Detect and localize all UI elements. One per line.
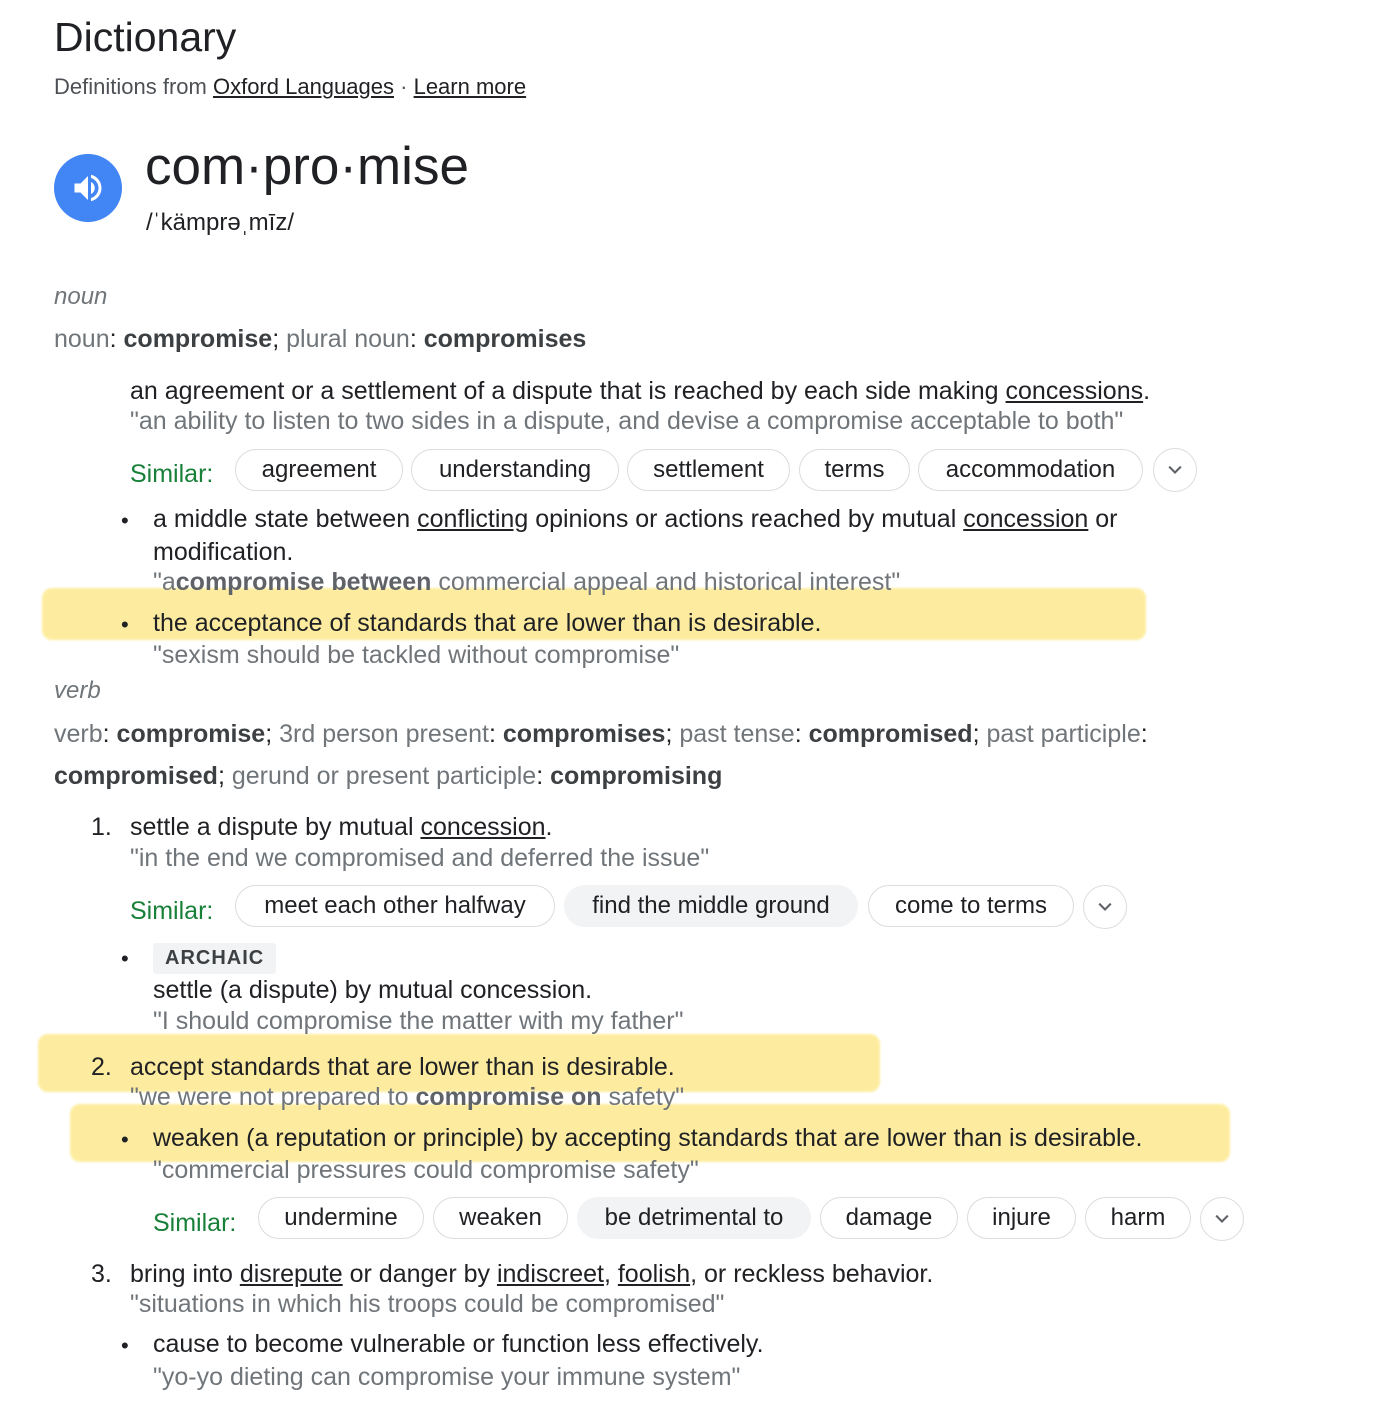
- volume-up-icon: [70, 170, 106, 206]
- similar-chip[interactable]: settlement: [627, 449, 790, 491]
- similar-chip[interactable]: come to terms: [868, 885, 1074, 927]
- panel-title: Dictionary: [54, 14, 237, 60]
- noun-subsense-2: the acceptance of standards that are lower than is desirable.: [153, 609, 822, 637]
- bullet: •: [121, 946, 129, 971]
- form-label: past tense: [679, 720, 795, 748]
- similar-chip[interactable]: harm: [1085, 1197, 1191, 1239]
- sense-number: 3.: [91, 1260, 112, 1288]
- archaic-example: "I should compromise the matter with my father": [153, 1007, 684, 1035]
- form-label: 3rd person present: [279, 720, 489, 748]
- example-text: "we were not prepared to: [130, 1083, 409, 1111]
- expand-similar-button[interactable]: [1200, 1197, 1244, 1241]
- part-of-speech-verb: verb: [54, 677, 101, 704]
- definition-text: opinions or actions reached by mutual: [535, 505, 957, 533]
- similar-chip[interactable]: understanding: [411, 449, 619, 491]
- similar-chip[interactable]: find the middle ground: [564, 885, 858, 927]
- example-emphasis: compromise on: [415, 1083, 602, 1111]
- form-label: plural noun: [286, 325, 410, 353]
- definition-end: .: [1143, 377, 1151, 405]
- form-word: compromise: [123, 325, 273, 353]
- form-label: gerund or present participle: [231, 762, 537, 790]
- sense-number: 1.: [91, 813, 112, 841]
- noun-example-1: "an ability to listen to two sides in a dispute, and devise a compromise acceptable to both": [130, 407, 1124, 435]
- definition-text: , or reckless behavior.: [690, 1260, 934, 1288]
- definition-end: .: [545, 813, 553, 841]
- archaic-definition: settle (a dispute) by mutual concession.: [153, 976, 593, 1004]
- similar-chip[interactable]: weaken: [433, 1197, 568, 1239]
- similar-chip[interactable]: meet each other halfway: [235, 885, 555, 927]
- sense-number: 2.: [91, 1053, 112, 1081]
- similar-chip[interactable]: undermine: [258, 1197, 424, 1239]
- verb-subsense-3: cause to become vulnerable or function less effectively.: [153, 1330, 764, 1358]
- concession-link[interactable]: concession: [963, 505, 1089, 533]
- verb-example-3: "situations in which his troops could be compromised": [130, 1290, 725, 1318]
- definition-text: an agreement or a settlement of a dispute that is reached by each side making: [130, 377, 999, 405]
- verb-subsense-2: weaken (a reputation or principle) by accepting standards that are lower than is desirable.: [153, 1124, 1143, 1152]
- form-word: compromised: [54, 762, 218, 790]
- conflicting-link[interactable]: conflicting: [417, 505, 529, 533]
- learn-more-link[interactable]: Learn more: [413, 74, 527, 99]
- similar-label: Similar:: [130, 460, 214, 488]
- form-label: verb: [54, 720, 103, 748]
- expand-similar-button[interactable]: [1083, 885, 1127, 929]
- noun-definition-1: [130, 377, 1150, 406]
- concession-link[interactable]: concession: [420, 813, 546, 841]
- similar-chip[interactable]: terms: [799, 449, 910, 491]
- similar-chip[interactable]: be detrimental to: [577, 1197, 811, 1239]
- example-text: commercial appeal and historical interest": [438, 568, 901, 596]
- definition-text: or: [1095, 505, 1118, 533]
- definition-text: settle a dispute by mutual: [130, 813, 414, 841]
- verb-forms: verb: compromise; 3rd person present: compromises; past tense: compromised; past participle:: [54, 720, 1148, 748]
- verb-definition-2: accept standards that are lower than is desirable.: [130, 1053, 675, 1081]
- similar-label: Similar:: [130, 897, 214, 925]
- definition-comma: ,: [603, 1260, 611, 1288]
- expand-similar-button[interactable]: [1153, 448, 1197, 492]
- indiscreet-link[interactable]: indiscreet: [496, 1260, 604, 1288]
- example-text: "a: [153, 568, 176, 596]
- verb-forms-line2: compromised; gerund or present participle: compromising: [54, 762, 723, 790]
- form-label: noun: [54, 325, 110, 353]
- similar-chip[interactable]: agreement: [235, 449, 403, 491]
- form-word: compromises: [502, 720, 666, 748]
- similar-chip[interactable]: accommodation: [918, 449, 1143, 491]
- source-line: [54, 74, 526, 100]
- chevron-down-icon: [1212, 1209, 1232, 1229]
- chevron-down-icon: [1095, 897, 1115, 917]
- disrepute-link[interactable]: disrepute: [239, 1260, 343, 1288]
- example-text: safety": [608, 1083, 685, 1111]
- bullet: •: [121, 612, 129, 637]
- verb-definition-1: [130, 813, 552, 842]
- part-of-speech-noun: noun: [54, 283, 108, 310]
- form-word: compromising: [550, 762, 723, 790]
- noun-subsense-1: [153, 505, 1118, 534]
- separator: ·: [400, 74, 408, 99]
- bullet: •: [121, 1127, 129, 1152]
- definition-text: or danger by: [349, 1260, 490, 1288]
- form-word: compromised: [808, 720, 973, 748]
- verb-definition-3: [130, 1260, 933, 1289]
- bullet: •: [121, 508, 129, 533]
- noun-subsense-1-line2: modification.: [153, 538, 294, 566]
- verb-subsense-3-example: "yo-yo dieting can compromise your immune system": [153, 1363, 741, 1391]
- noun-forms: noun: compromise; plural noun: compromises: [54, 325, 587, 353]
- concessions-link[interactable]: concessions: [1005, 377, 1144, 405]
- definition-text: a middle state between: [153, 505, 411, 533]
- headword: com·pro·mise: [145, 137, 469, 196]
- verb-subsense-2-example: "commercial pressures could compromise safety": [153, 1156, 699, 1184]
- source-prefix: Definitions from: [54, 74, 207, 99]
- foolish-link[interactable]: foolish: [617, 1260, 691, 1288]
- bullet: •: [121, 1333, 129, 1358]
- similar-chip[interactable]: damage: [820, 1197, 958, 1239]
- chevron-down-icon: [1165, 460, 1185, 480]
- noun-subsense-2-example: "sexism should be tackled without compromise": [153, 641, 680, 669]
- similar-chip[interactable]: injure: [967, 1197, 1076, 1239]
- similar-label: Similar:: [153, 1209, 237, 1237]
- pronunciation-button[interactable]: [54, 154, 122, 222]
- form-word: compromises: [423, 325, 587, 353]
- form-label: past participle: [986, 720, 1141, 748]
- noun-subsense-1-example: [153, 568, 900, 597]
- example-emphasis: compromise between: [175, 568, 432, 596]
- oxford-languages-link[interactable]: Oxford Languages: [212, 74, 394, 99]
- definition-text: bring into: [130, 1260, 233, 1288]
- verb-example-1: "in the end we compromised and deferred the issue": [130, 844, 710, 872]
- phonetic: /ˈkämprəˌmīz/: [146, 209, 295, 236]
- archaic-label: ARCHAIC: [153, 943, 276, 974]
- form-word: compromise: [116, 720, 266, 748]
- verb-example-2: [130, 1083, 684, 1112]
